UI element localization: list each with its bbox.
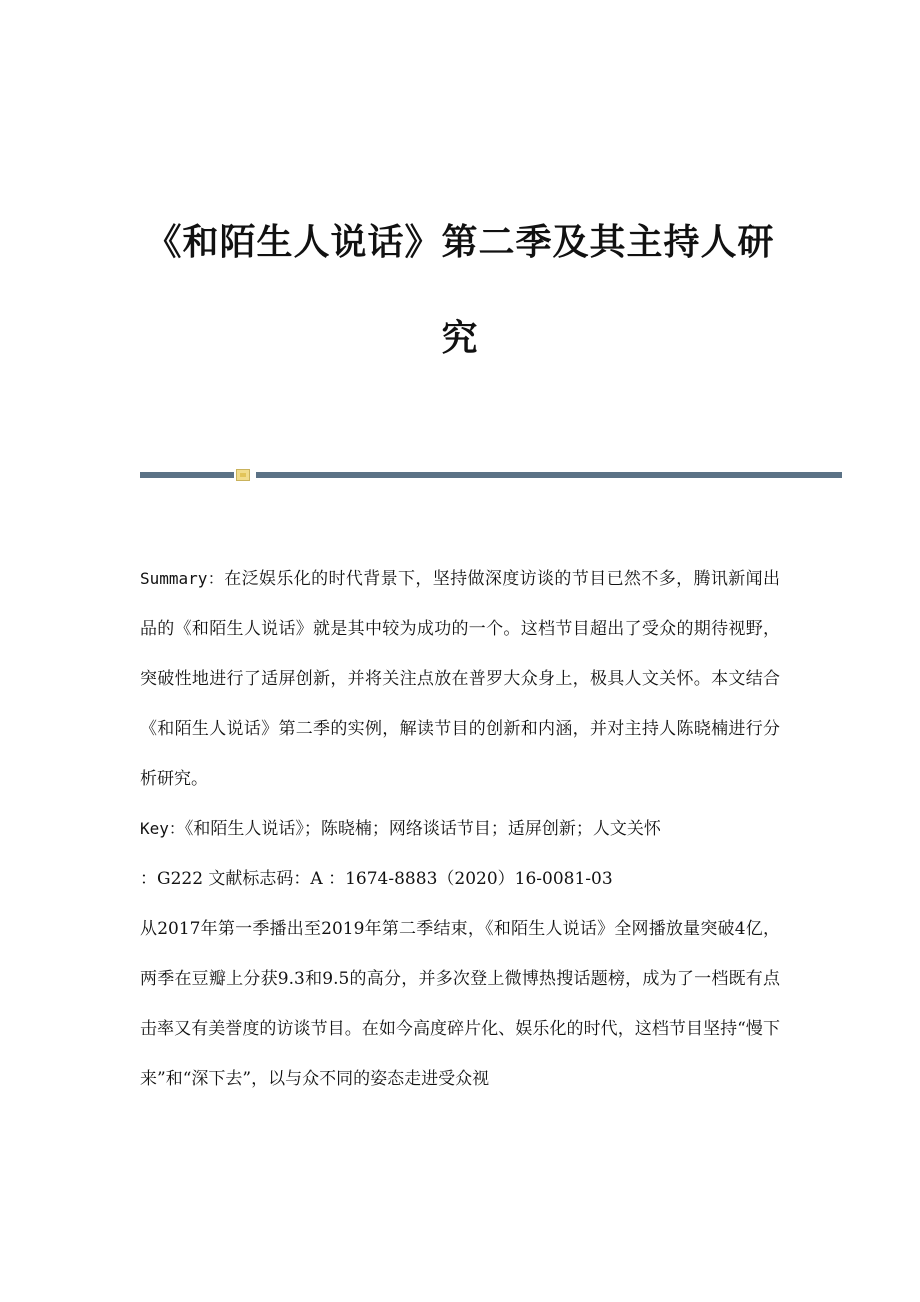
summary-label: Summary：: [140, 569, 225, 588]
divider-bar-left: [140, 472, 234, 478]
summary-paragraph: [140, 554, 780, 804]
document-title-line-2: 究: [441, 317, 479, 359]
document-title-line-1: 《和陌生人说话》第二季及其主持人研: [145, 221, 775, 263]
keywords-text: 《和陌生人说话》；陈晓楠；网络谈话节目；适屏创新；人文关怀: [184, 819, 661, 839]
classification-line: ：G222 文献标志码：A ：1674-8883（2020）16-0081-03: [140, 869, 613, 889]
keywords-label: Key：: [140, 819, 185, 838]
summary-text: 在泛娱乐化的时代背景下，坚持做深度访谈的节目已然不多，腾讯新闻出品的《和陌生人说话》就是其中较为成功的一个。这档节目超出了受众的期待视野，突破性地进行了适屏创新，并将关注点放在普罗大众身上，极具人文关怀。本文结合《和陌生人说话》第二季的实例，解读节目的创新和内涵，并对主持人陈晓楠进行分析研究。: [140, 569, 781, 789]
divider-bar-right: [256, 472, 842, 478]
title-divider: [140, 469, 842, 481]
divider-ornament-icon: [236, 469, 250, 481]
body-paragraph: 从2017年第一季播出至2019年第二季结束，《和陌生人说话》全网播放量突破4亿，两季在豆瓣上分获9.3和9.5的高分，并多次登上微博热搜话题榜，成为了一档既有点击率又有美誉度的访谈节目。在如今高度碎片化、娱乐化的时代，这档节目坚持“慢下来”和“深下去”，以与众不同的姿态走进受众视: [140, 919, 780, 1089]
keywords-line: [140, 804, 780, 854]
